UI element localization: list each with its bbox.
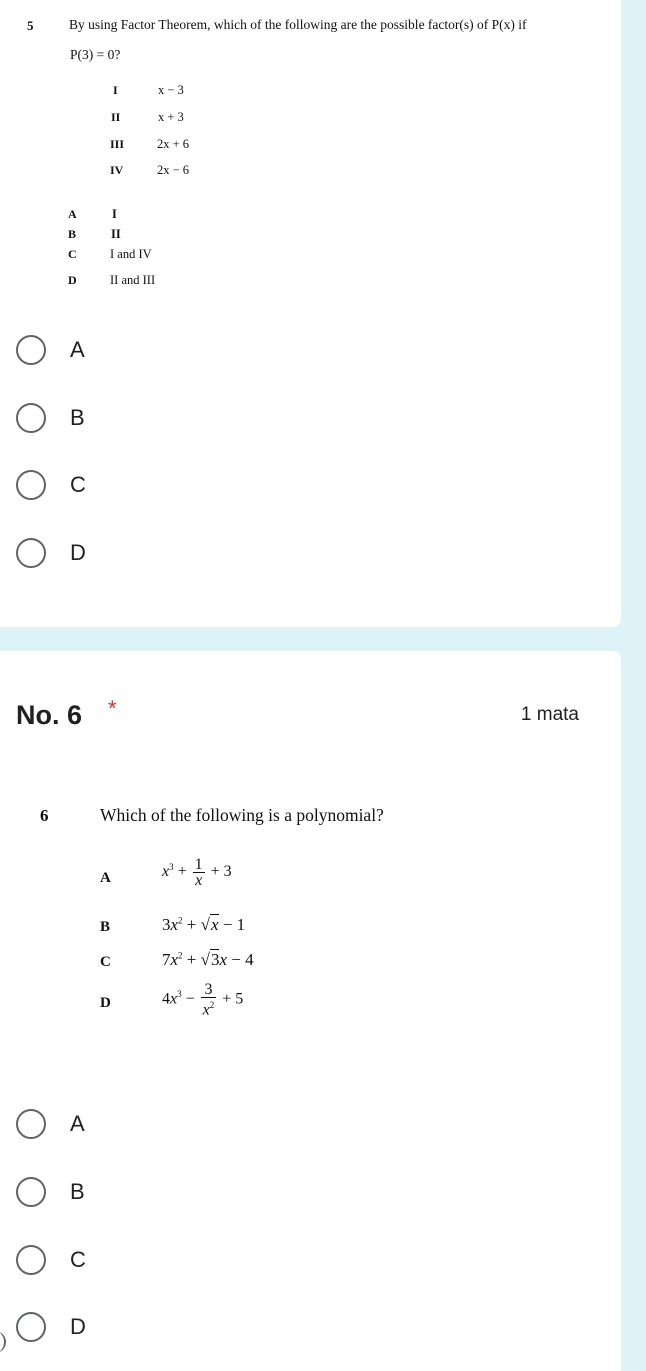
choice-label: D: [70, 1314, 86, 1339]
radio-button[interactable]: [16, 1109, 46, 1139]
question-number: 5: [27, 18, 34, 33]
option-letter: B: [100, 919, 111, 935]
option-text: I and IV: [110, 247, 152, 261]
option-c-expression: $7x^2 + √3x - 4$: [162, 950, 254, 969]
choice-label: C: [70, 1247, 86, 1272]
radio-button[interactable]: [16, 335, 46, 365]
choice-label: B: [70, 405, 85, 430]
choice-label: A: [70, 1111, 85, 1136]
option-text: I: [112, 207, 117, 221]
question-number: 6: [40, 806, 49, 825]
statement-roman: IV: [110, 163, 124, 177]
statement-expr: x + 3: [158, 110, 184, 124]
statement-expr: 2x − 6: [157, 163, 190, 177]
question-card-5: [0, 0, 621, 627]
choice-a[interactable]: [16, 1106, 85, 1142]
option-d-expression: $4x^3$ − $\frac{3}{x^2}$ + 5: [162, 981, 244, 1019]
choice-a[interactable]: [16, 332, 85, 368]
radio-button[interactable]: [16, 1312, 46, 1342]
question-condition: P(3) = 0?: [70, 47, 121, 62]
statement-expr: 2x + 6: [157, 137, 190, 151]
option-letter: C: [68, 247, 77, 261]
option-text: II: [111, 227, 121, 241]
radio-button[interactable]: [16, 470, 46, 500]
option-letter: D: [68, 273, 77, 287]
radio-button[interactable]: [16, 538, 46, 568]
choice-label: D: [70, 540, 86, 565]
choice-d[interactable]: [16, 1309, 86, 1345]
option-letter: B: [68, 227, 77, 241]
option-letter: D: [100, 995, 111, 1011]
required-asterisk: *: [108, 696, 117, 721]
option-text: II and III: [110, 273, 156, 287]
radio-button[interactable]: [16, 1245, 46, 1275]
option-letter: C: [100, 954, 111, 970]
radio-button[interactable]: [16, 1177, 46, 1207]
statement-roman: II: [111, 110, 121, 124]
choice-b[interactable]: [16, 1174, 85, 1210]
question-text: Which of the following is a polynomial?: [100, 805, 384, 825]
choice-c[interactable]: [16, 1242, 86, 1278]
choice-label: C: [70, 472, 86, 497]
statement-expr: x − 3: [158, 83, 184, 97]
choice-label: B: [70, 1179, 85, 1204]
question-title: No. 6: [16, 700, 83, 730]
statement-roman: III: [110, 137, 125, 151]
choice-b[interactable]: [16, 400, 85, 436]
points-label: 1 mata: [520, 704, 579, 725]
choice-label: A: [70, 337, 85, 362]
choice-c[interactable]: [16, 467, 86, 503]
option-b-expression: $3x^2 + √x - 1$: [162, 915, 246, 934]
radio-button[interactable]: [16, 403, 46, 433]
question-text: By using Factor Theorem, which of the following are the possible factor(s) of P(x) if: [69, 17, 527, 32]
option-letter: A: [100, 870, 111, 886]
option-letter: A: [68, 207, 77, 221]
option-a-expression: $x^3$ + $\frac{1}{x}$ + 3: [162, 856, 232, 889]
choice-d[interactable]: [16, 535, 86, 571]
statement-roman: I: [113, 83, 118, 97]
question-card-6: [0, 651, 621, 1371]
